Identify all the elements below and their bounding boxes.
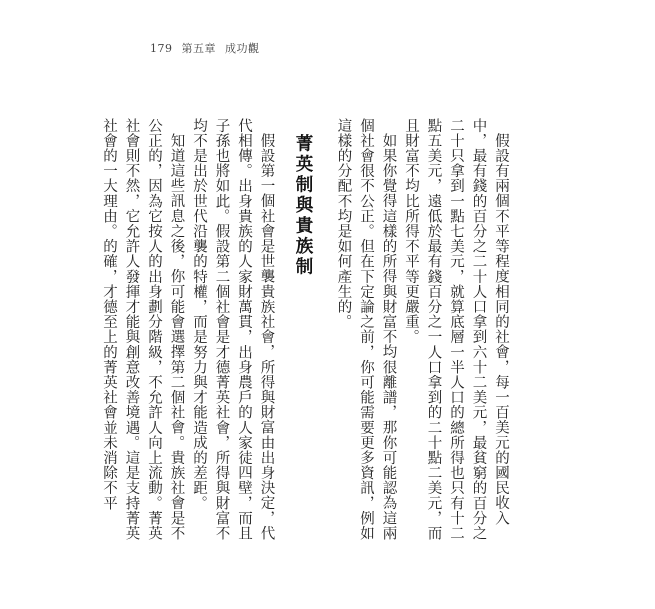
vertical-body-text <box>101 118 512 548</box>
paragraph: 如果你覺得這樣的所得與財富不均很離譜，那你可能認為這兩個社會很不公正。但在下定論之前，你可能需要更多資訊，例如這樣的分配不均是如何產生的。 <box>335 118 397 541</box>
paragraph: 假設有兩個不平等程度相同的社會，每一百美元的國民收入中，最有錢的百分之二十人口拿到六十二美元，最貧窮的百分之二十只拿到一點七美元，就算底層一半人口的總所得也只有十二點五美元，遠低於最有錢百分之一人口拿到的二十點二美元，而且財富不均比所得不平等更嚴重。 <box>403 118 509 541</box>
chapter-number: 第五章 <box>181 42 216 55</box>
page-number: 179 <box>150 42 173 55</box>
paragraph: 假設第一個社會是世襲貴族社會，所得與財富由出身決定，代代相傳。出身貴族的人家財萬貫，出身農戶的人家徒四壁，而且子孫也將如此。假設第二個社會是才德菁英社會，所得與財富不均不是出於世代沿襲的特權，而是努力與才能造成的差距。 <box>191 118 275 541</box>
chapter-title: 成功觀 <box>225 42 260 55</box>
paragraph: 知道這些訊息之後，你可能會選擇第二個社會。貴族社會是不公正的，因為它按人的出身劃分階級，不允許人向上流動。菁英社會則不然，它允許人發揮才能與創意改善境遇。這是支持菁英社會的一大理由。的確，才德至上的菁英社會並未消除不平 <box>101 118 185 541</box>
running-header <box>150 40 260 56</box>
section-heading: 菁英制與貴族制 <box>293 134 313 278</box>
